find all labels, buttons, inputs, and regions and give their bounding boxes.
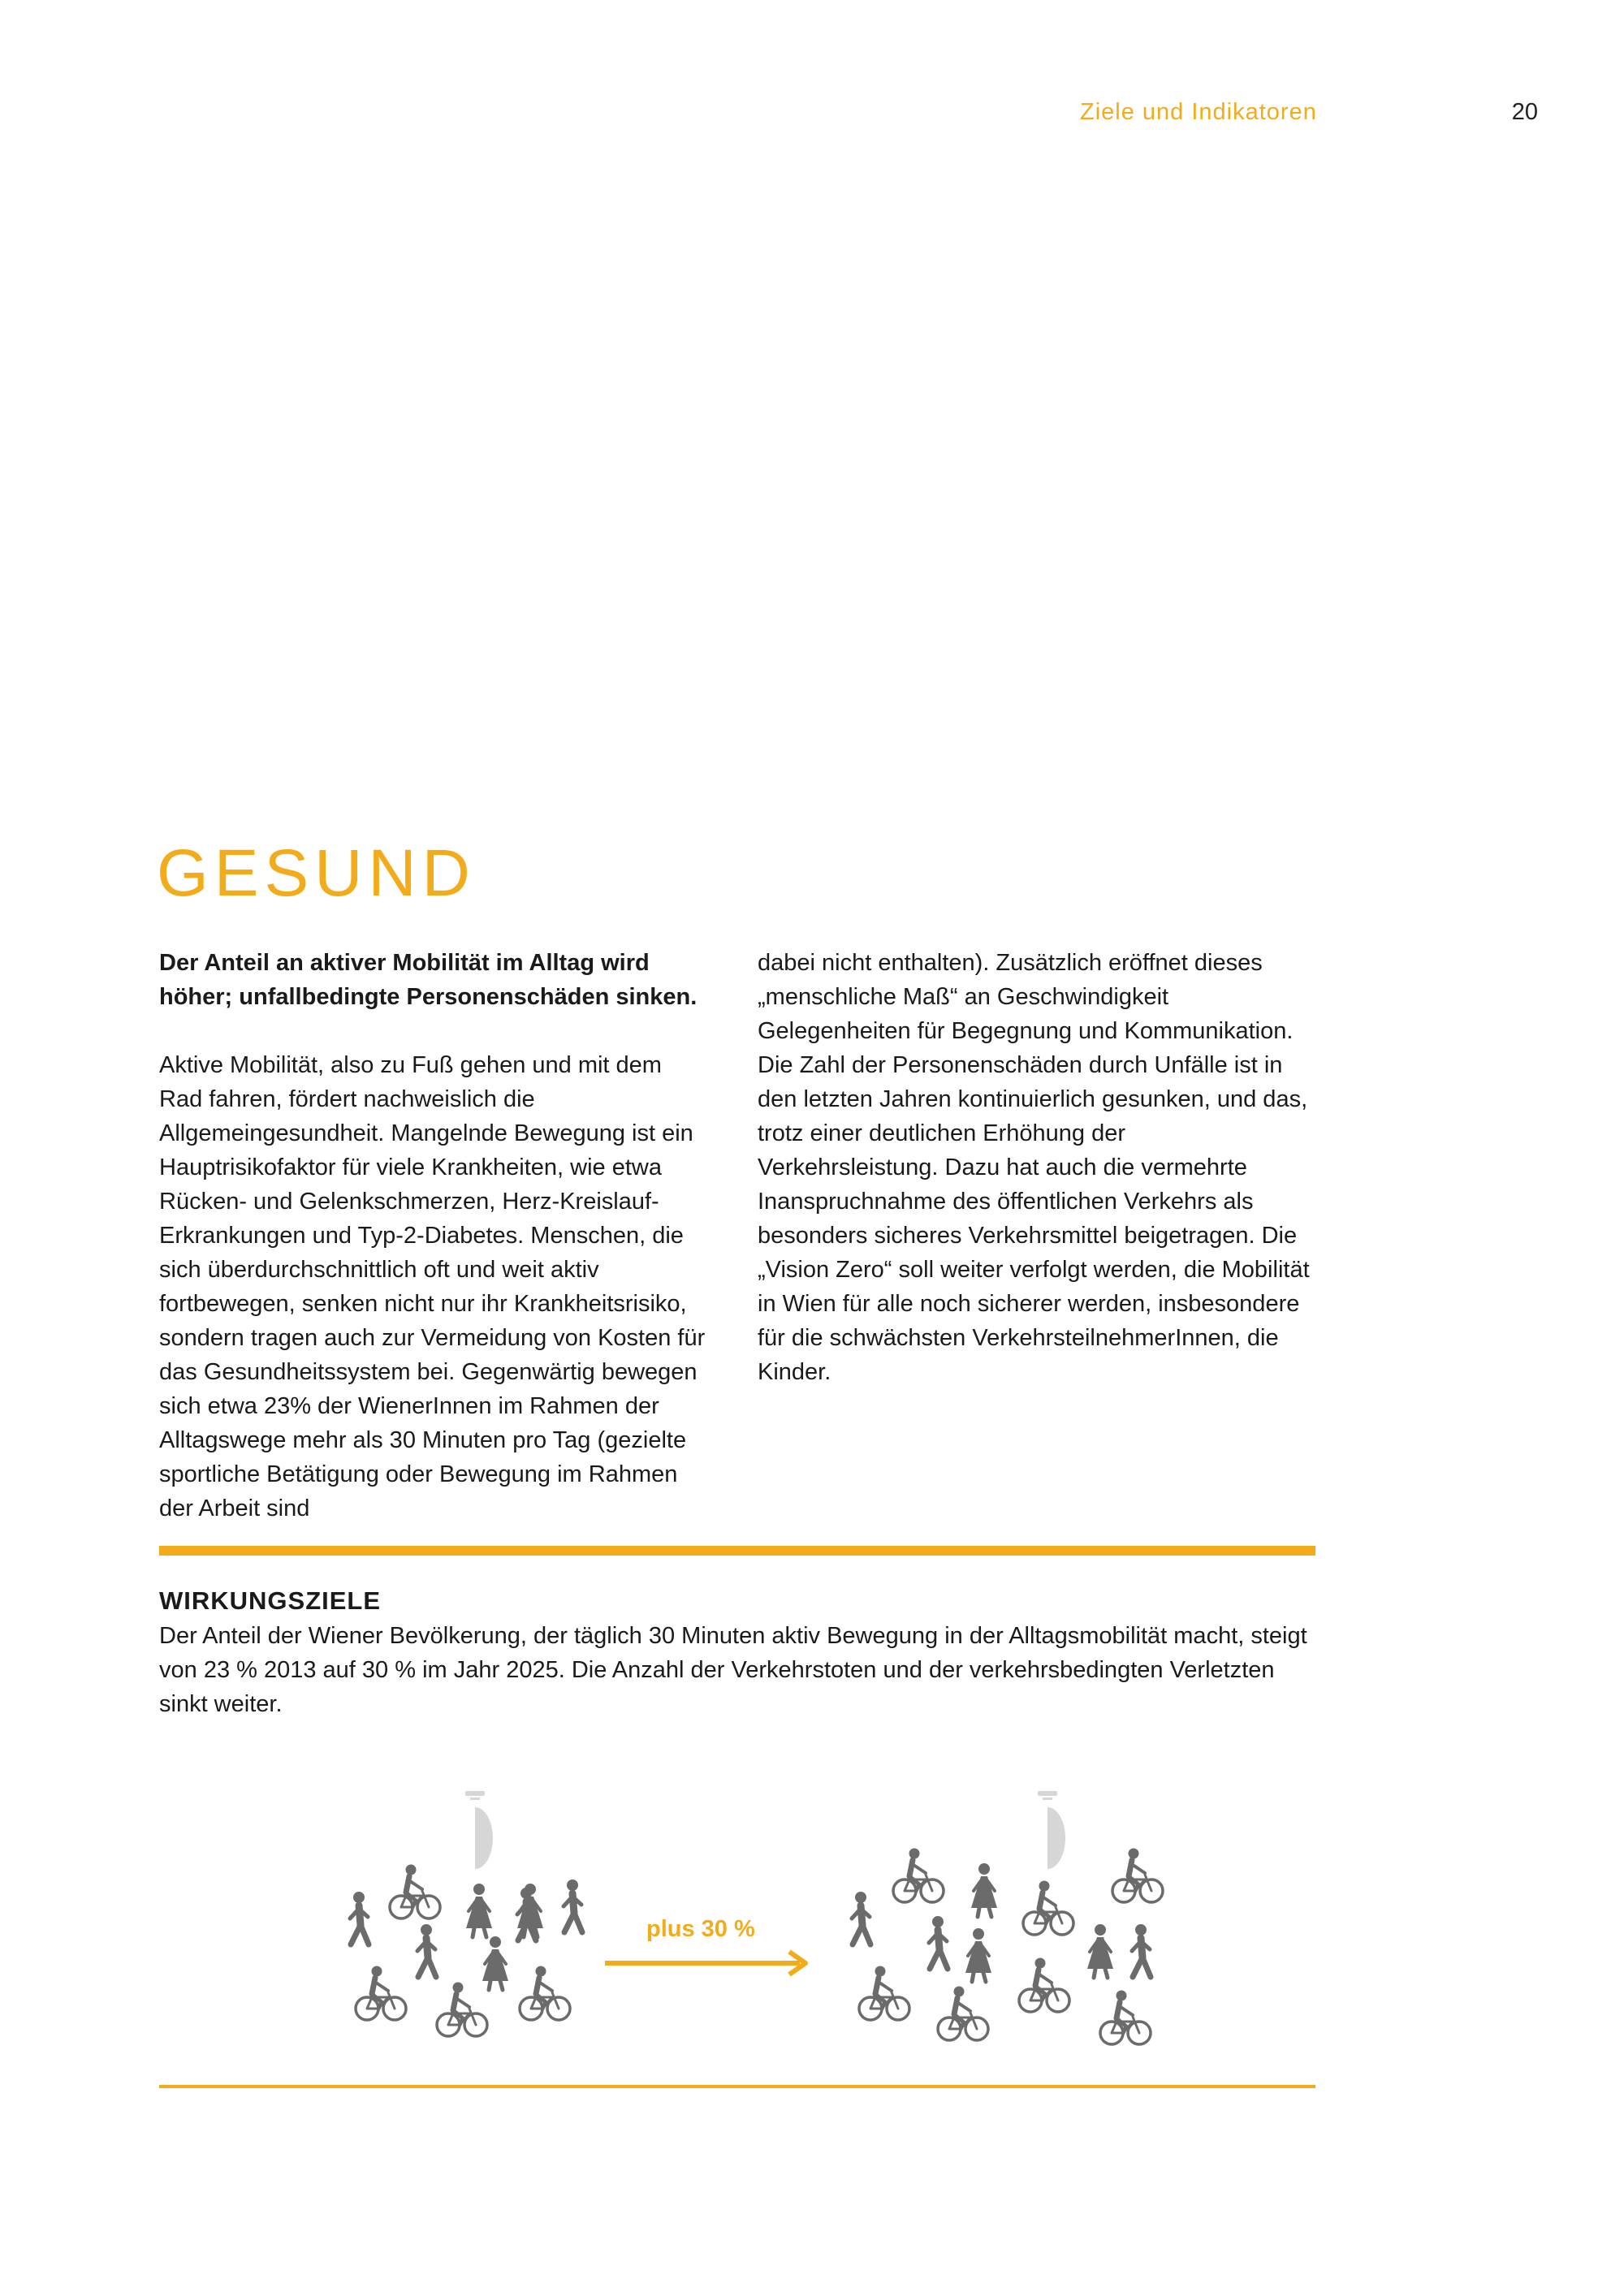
pedestrian-icon	[564, 1880, 582, 1932]
body-paragraph-right-2: Die Zahl der Personenschäden durch Unfälle ist in den letzten Jahren kontinuierlich gesunken, und das, trotz einer deutlichen Erhöhung der Verkehrsleistung. Dazu hat auch die vermehrte Inanspruchnahme des öffentlichen Verkehrs als besonders sicheres Verkehrsmittel beigetragen. Die „Vision Zero“ soll weiter verfolgt werden, die Mobilität in Wien für alle noch sicherer werden, insbesondere für die schwächsten VerkehrsteilnehmerInnen, die Kinder.	[758, 1052, 1310, 1385]
arrow-label: plus 30 %	[646, 1916, 755, 1942]
cyclist-icon	[520, 1966, 570, 2021]
text-column-right	[758, 946, 1310, 1389]
pedestrian-woman-icon	[1087, 1924, 1113, 1978]
pedestrian-woman-icon	[971, 1863, 997, 1917]
pedestrian-icon	[417, 1924, 436, 1977]
pedestrian-woman-icon	[482, 1936, 508, 1990]
cyclist-icon	[1019, 1958, 1069, 2013]
pedestrian-woman-icon	[965, 1928, 991, 1982]
body-paragraph-right-1: dabei nicht enthalten). Zusätzlich eröffnet dieses „menschliche Maß“ an Geschwindigkeit Gelegenheiten für Begegnung und Kommunikation.	[758, 950, 1294, 1044]
pedestrian-icon	[1132, 1924, 1151, 1977]
cyclist-icon	[893, 1849, 944, 1903]
cyclist-icon	[437, 1983, 487, 2037]
goals-heading: WIRKUNGSZIELE	[159, 1586, 382, 1615]
arrow-icon	[605, 1952, 806, 1974]
pedestrian-icon	[852, 1892, 870, 1944]
text-column-left	[159, 946, 711, 1526]
running-header: Ziele und Indikatoren	[1080, 99, 1317, 125]
goals-text: Der Anteil der Wiener Bevölkerung, der täglich 30 Minuten aktiv Bewegung in der Alltagsmobilität macht, steigt von 23 % 2013 auf 30 % im Jahr 2025. Die Anzahl der Verkehrstoten und der verkehrsbedingten Verletzten sinkt weiter.	[159, 1623, 1307, 1717]
lead-paragraph: Der Anteil an aktiver Mobilität im Alltag wird höher; unfallbedingte Personenschäden sinken.	[159, 950, 698, 1010]
mobility-illustration	[325, 1754, 1218, 2062]
cyclist-icon	[938, 1987, 988, 2041]
body-paragraph-left: Aktive Mobilität, also zu Fuß gehen und mit dem Rad fahren, fördert nachweislich die Allgemeingesundheit. Mangelnde Bewegung ist ein Hauptrisikofaktor für viele Krankheiten, wie etwa Rücken- und Gelenkschmerzen, Herz-Kreislauf-Erkrankungen und Typ-2-Diabetes. Menschen, die sich überdurchschnittlich oft und weit aktiv fortbewegen, senken nicht nur ihr Krankheitsrisiko, sondern tragen auch zur Vermeidung von Kosten für das Gesundheitssystem bei. Gegenwärtig bewegen sich etwa 23% der WienerInnen im Rahmen der Alltagswege mehr als 30 Minuten pro Tag (gezielte sportliche Betätigung oder Bewegung im Rahmen der Arbeit sind	[159, 1052, 706, 1521]
divider-thick	[159, 1546, 1315, 1556]
pedestrian-icon	[350, 1892, 369, 1944]
cyclist-icon	[1112, 1849, 1163, 1903]
lamp-icon	[1038, 1791, 1065, 1869]
pedestrian-icon	[929, 1916, 948, 1969]
divider-thin	[159, 2085, 1315, 2088]
page-number: 20	[1511, 99, 1538, 125]
cyclist-icon	[1023, 1881, 1073, 1936]
cyclist-icon	[356, 1966, 406, 2021]
cyclist-icon	[1100, 1991, 1151, 2045]
pedestrian-woman-icon	[466, 1884, 492, 1937]
cyclist-icon	[390, 1865, 440, 1919]
cyclist-icon	[859, 1966, 909, 2021]
section-title: GESUND	[157, 836, 476, 910]
lamp-icon	[465, 1791, 493, 1869]
